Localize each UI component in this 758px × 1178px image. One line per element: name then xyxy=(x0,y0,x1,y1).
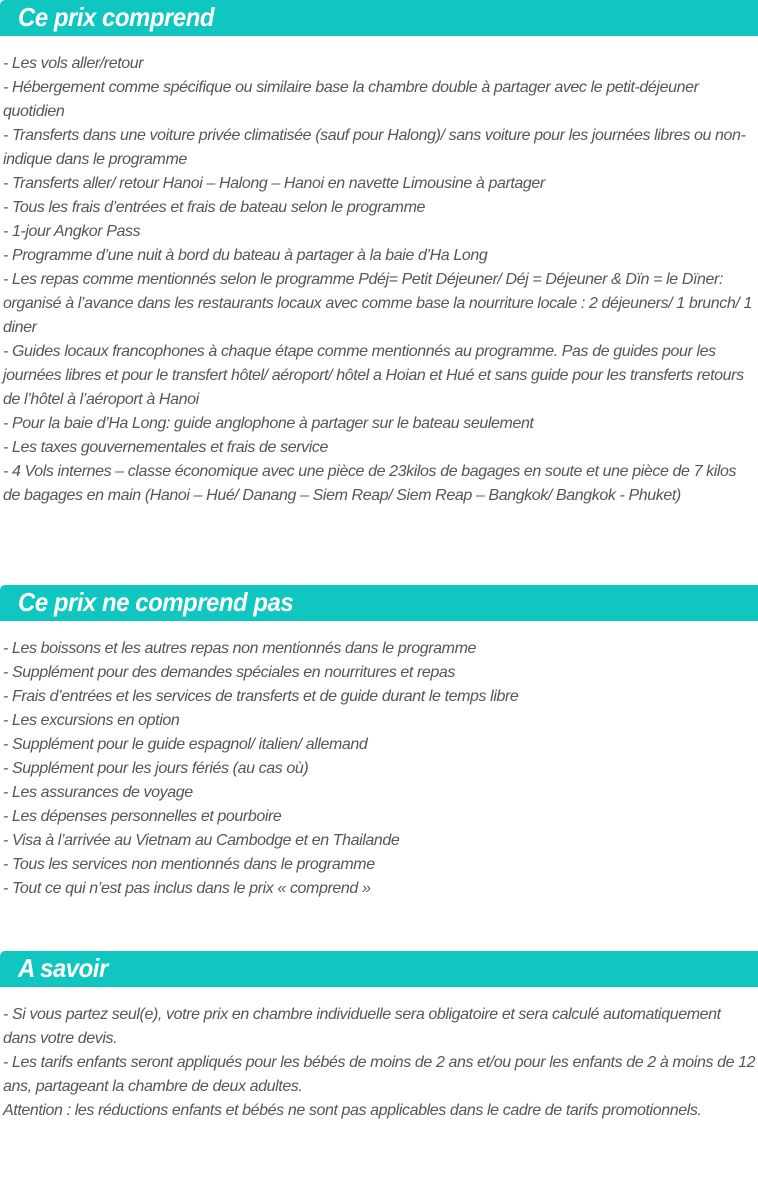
list-item: - Les tarifs enfants seront appliqués pour les bébés de moins de 2 ans et/ou pour les enfants de 2 à moins de 12 ans, partageant la chambre de deux adultes. xyxy=(3,1054,756,1095)
section-good-to-know xyxy=(0,951,758,1123)
list-item: - Programme d’une nuit à bord du bateau à partager à la baie d’Ha Long xyxy=(3,247,488,264)
list-item: - Les excursions en option xyxy=(3,712,180,729)
list-item: - Pour la baie d’Ha Long: guide anglophone à partager sur le bateau seulement xyxy=(3,415,534,432)
list-item: - Les taxes gouvernementales et frais de service xyxy=(3,439,328,456)
list-item: Attention : les réductions enfants et bébés ne sont pas applicables dans le cadre de tarifs promotionnels. xyxy=(3,1102,702,1119)
section-body-price-includes xyxy=(0,36,758,508)
list-item: - Les dépenses personnelles et pourboire xyxy=(3,808,282,825)
list-item: - Tout ce qui n’est pas inclus dans le prix « comprend » xyxy=(3,880,371,897)
list-item: - Hébergement comme spécifique ou similaire base la chambre double à partager avec le petit-déjeuner quotidien xyxy=(3,79,699,120)
section-body-price-excludes xyxy=(0,621,758,901)
list-item: - Tous les services non mentionnés dans le programme xyxy=(3,856,375,873)
section-price-excludes xyxy=(0,585,758,901)
section-header-price-excludes xyxy=(0,585,758,621)
list-item: - Tous les frais d’entrées et frais de bateau selon le programme xyxy=(3,199,426,216)
list-item: - 4 Vols internes – classe économique avec une pièce de 23kilos de bagages en soute et une pièce de 7 kilos de bagages en main (Hanoi – Hué/ Danang – Siem Reap/ Siem Reap – Bangkok/ Bangkok - Phuket) xyxy=(3,463,737,504)
section-header-good-to-know xyxy=(0,951,758,987)
list-item: - Visa à l’arrivée au Vietnam au Cambodge et en Thailande xyxy=(3,832,400,849)
list-item: - Les repas comme mentionnés selon le programme Pdéj= Petit Déjeuner/ Déj = Déjeuner & Dïn = le Dïner: organisé à l’avance dans les restaurants locaux avec comme base la nourriture locale : 2 déjeuners/ 1 brunch/ 1 diner xyxy=(3,271,752,336)
section-header-price-includes xyxy=(0,0,758,36)
list-item: - 1-jour Angkor Pass xyxy=(3,223,141,240)
section-body-good-to-know xyxy=(0,987,758,1123)
list-item: - Supplément pour des demandes spéciales en nourritures et repas xyxy=(3,664,456,681)
list-item: - Supplément pour les jours fériés (au cas où) xyxy=(3,760,309,777)
list-item: - Si vous partez seul(e), votre prix en chambre individuelle sera obligatoire et sera calculé automatiquement dans votre devis. xyxy=(3,1006,721,1047)
section-title-price-excludes: Ce prix ne comprend pas xyxy=(18,586,294,617)
list-item: - Transferts aller/ retour Hanoi – Halong – Hanoi en navette Limousine à partager xyxy=(3,175,545,192)
section-title-good-to-know: A savoir xyxy=(18,952,108,983)
list-item: - Transferts dans une voiture privée climatisée (sauf pour Halong)/ sans voiture pour les journées libres ou non-indique dans le programme xyxy=(3,127,746,168)
section-price-includes xyxy=(0,0,758,508)
list-item: - Guides locaux francophones à chaque étape comme mentionnés au programme. Pas de guides pour les journées libres et pour le transfert hôtel/ aéroport/ hôtel a Hoian et Hué et sans guide pour les transferts retours de l’hôtel à l’aéroport à Hanoi xyxy=(3,343,744,408)
list-item: - Les assurances de voyage xyxy=(3,784,193,801)
list-item: - Supplément pour le guide espagnol/ italien/ allemand xyxy=(3,736,368,753)
section-title-price-includes: Ce prix comprend xyxy=(18,1,215,32)
list-item: - Frais d’entrées et les services de transferts et de guide durant le temps libre xyxy=(3,688,519,705)
list-item: - Les vols aller/retour xyxy=(3,55,144,72)
list-item: - Les boissons et les autres repas non mentionnés dans le programme xyxy=(3,640,477,657)
